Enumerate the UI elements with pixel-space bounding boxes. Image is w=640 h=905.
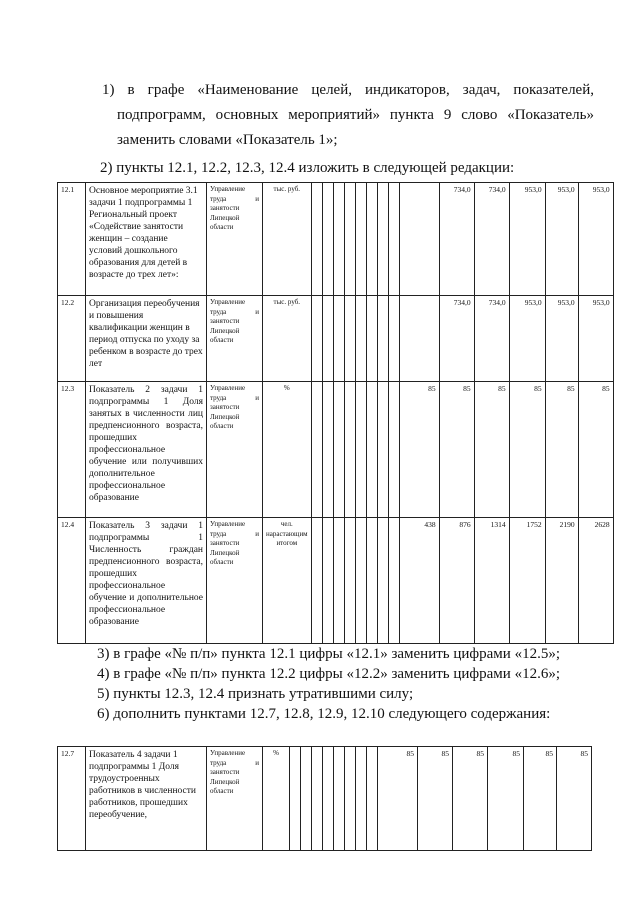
value-cell — [322, 296, 333, 382]
value-cell — [388, 183, 399, 296]
list-item: 6) дополнить пунктами 12.7, 12.8, 12.9, 12.10 следующего содержания: — [97, 706, 551, 722]
value-cell — [322, 382, 333, 518]
row-name: Показатель 3 задачи 1 подпрограммы 1 Численность граждан предпенсионного возраста, прошедших профессиональное обучение и дополнительное профессиональное образование — [86, 518, 207, 644]
value-cell: 953,0 — [545, 296, 578, 382]
row-unit: % — [263, 382, 312, 518]
paragraph-2: 2) пункты 12.1, 12.2, 12.3, 12.4 изложить в следующей редакции: — [100, 160, 515, 176]
value-cell: 734,0 — [474, 183, 509, 296]
row-name: Показатель 2 задачи 1 подпрограммы 1 Доля занятых в численности лиц предпенсионного возраста, прошедших профессиональное обучение или получивших дополнительное профессиональное образование — [86, 382, 207, 518]
row-name: Показатель 4 задачи 1 подпрограммы 1 Доля трудоустроенных работников в численности работников, прошедших переобучение, — [86, 747, 207, 851]
value-cell: 953,0 — [545, 183, 578, 296]
list-item: 3) в графе «№ п/п» пункта 12.1 цифры «12.1» заменить цифрами «12.5»; — [97, 646, 560, 662]
value-cell — [367, 747, 378, 851]
value-cell: 85 — [399, 382, 439, 518]
value-cell — [311, 382, 322, 518]
row-executor: Управление труда и занятости Липецкой области — [207, 296, 263, 382]
value-cell: 438 — [399, 518, 439, 644]
value-cell: 1314 — [474, 518, 509, 644]
value-cell — [377, 183, 388, 296]
row-number: 12.3 — [58, 382, 86, 518]
value-cell: 85 — [578, 382, 613, 518]
value-cell — [366, 382, 377, 518]
row-unit: чел. нарастающим итогом — [263, 518, 312, 644]
row-executor: Управление труда и занятости Липецкой области — [207, 747, 263, 851]
value-cell — [355, 296, 366, 382]
value-cell — [311, 518, 322, 644]
value-cell — [322, 183, 333, 296]
row-number: 12.1 — [58, 183, 86, 296]
value-cell — [344, 183, 355, 296]
table-row — [58, 382, 614, 518]
value-cell: 734,0 — [439, 296, 474, 382]
value-cell — [333, 518, 344, 644]
value-cell: 2190 — [545, 518, 578, 644]
value-cell — [323, 747, 334, 851]
paragraph-1-line-3: заменить словами «Показатель 1»; — [117, 132, 338, 148]
value-cell — [388, 518, 399, 644]
value-cell: 85 — [557, 747, 592, 851]
indicators-table-addition — [57, 746, 592, 851]
value-cell: 953,0 — [509, 183, 545, 296]
value-cell — [399, 183, 439, 296]
value-cell — [366, 518, 377, 644]
table-row — [58, 518, 614, 644]
value-cell: 734,0 — [439, 183, 474, 296]
value-cell — [322, 518, 333, 644]
value-cell — [355, 382, 366, 518]
value-cell: 2628 — [578, 518, 613, 644]
value-cell — [355, 518, 366, 644]
value-cell — [311, 183, 322, 296]
row-number: 12.2 — [58, 296, 86, 382]
value-cell — [377, 518, 388, 644]
table-row — [58, 747, 592, 851]
list-item: 4) в графе «№ п/п» пункта 12.2 цифры «12.2» заменить цифрами «12.6»; — [97, 666, 560, 682]
value-cell — [312, 747, 323, 851]
value-cell — [344, 382, 355, 518]
value-cell — [366, 296, 377, 382]
value-cell — [345, 747, 356, 851]
list-item: 5) пункты 12.3, 12.4 признать утратившими силу; — [97, 686, 414, 702]
value-cell — [301, 747, 312, 851]
value-cell: 734,0 — [474, 296, 509, 382]
row-number: 12.4 — [58, 518, 86, 644]
value-cell — [366, 183, 377, 296]
value-cell — [333, 296, 344, 382]
row-unit: % — [263, 747, 290, 851]
row-executor: Управление труда и занятости Липецкой области — [207, 382, 263, 518]
value-cell — [356, 747, 367, 851]
value-cell: 85 — [524, 747, 557, 851]
value-cell — [333, 382, 344, 518]
value-cell — [377, 382, 388, 518]
paragraph-1-line-2: подпрограмм, основных мероприятий» пункта 9 слово «Показатель» — [117, 107, 594, 123]
value-cell: 85 — [474, 382, 509, 518]
value-cell: 85 — [509, 382, 545, 518]
value-cell — [333, 183, 344, 296]
row-executor: Управление труда и занятости Липецкой области — [207, 518, 263, 644]
value-cell: 876 — [439, 518, 474, 644]
value-cell: 953,0 — [578, 183, 613, 296]
row-name: Основное мероприятие 3.1 задачи 1 подпрограммы 1 Региональный проект «Содействие занятости женщин – создание условий дошкольного образования для детей в возрасте до трех лет»: — [86, 183, 207, 296]
value-cell: 953,0 — [578, 296, 613, 382]
value-cell — [388, 296, 399, 382]
value-cell — [344, 518, 355, 644]
value-cell: 85 — [439, 382, 474, 518]
value-cell: 953,0 — [509, 296, 545, 382]
value-cell: 85 — [378, 747, 418, 851]
value-cell — [311, 296, 322, 382]
value-cell: 85 — [453, 747, 488, 851]
value-cell: 85 — [418, 747, 453, 851]
value-cell — [290, 747, 301, 851]
value-cell — [355, 183, 366, 296]
row-unit: тыс. руб. — [263, 296, 312, 382]
table-row — [58, 183, 614, 296]
value-cell: 85 — [545, 382, 578, 518]
value-cell — [399, 296, 439, 382]
row-number: 12.7 — [58, 747, 86, 851]
indicators-table — [57, 182, 614, 644]
value-cell — [344, 296, 355, 382]
row-unit: тыс. руб. — [263, 183, 312, 296]
value-cell — [377, 296, 388, 382]
row-executor: Управление труда и занятости Липецкой области — [207, 183, 263, 296]
value-cell — [388, 382, 399, 518]
value-cell — [334, 747, 345, 851]
row-name: Организация переобучения и повышения квалификации женщин в период отпуска по уходу за ребенком в возрасте до трех лет — [86, 296, 207, 382]
value-cell: 1752 — [509, 518, 545, 644]
table-row — [58, 296, 614, 382]
value-cell: 85 — [488, 747, 524, 851]
paragraph-1-line-1: 1) в графе «Наименование целей, индикаторов, задач, показателей, — [102, 82, 594, 98]
